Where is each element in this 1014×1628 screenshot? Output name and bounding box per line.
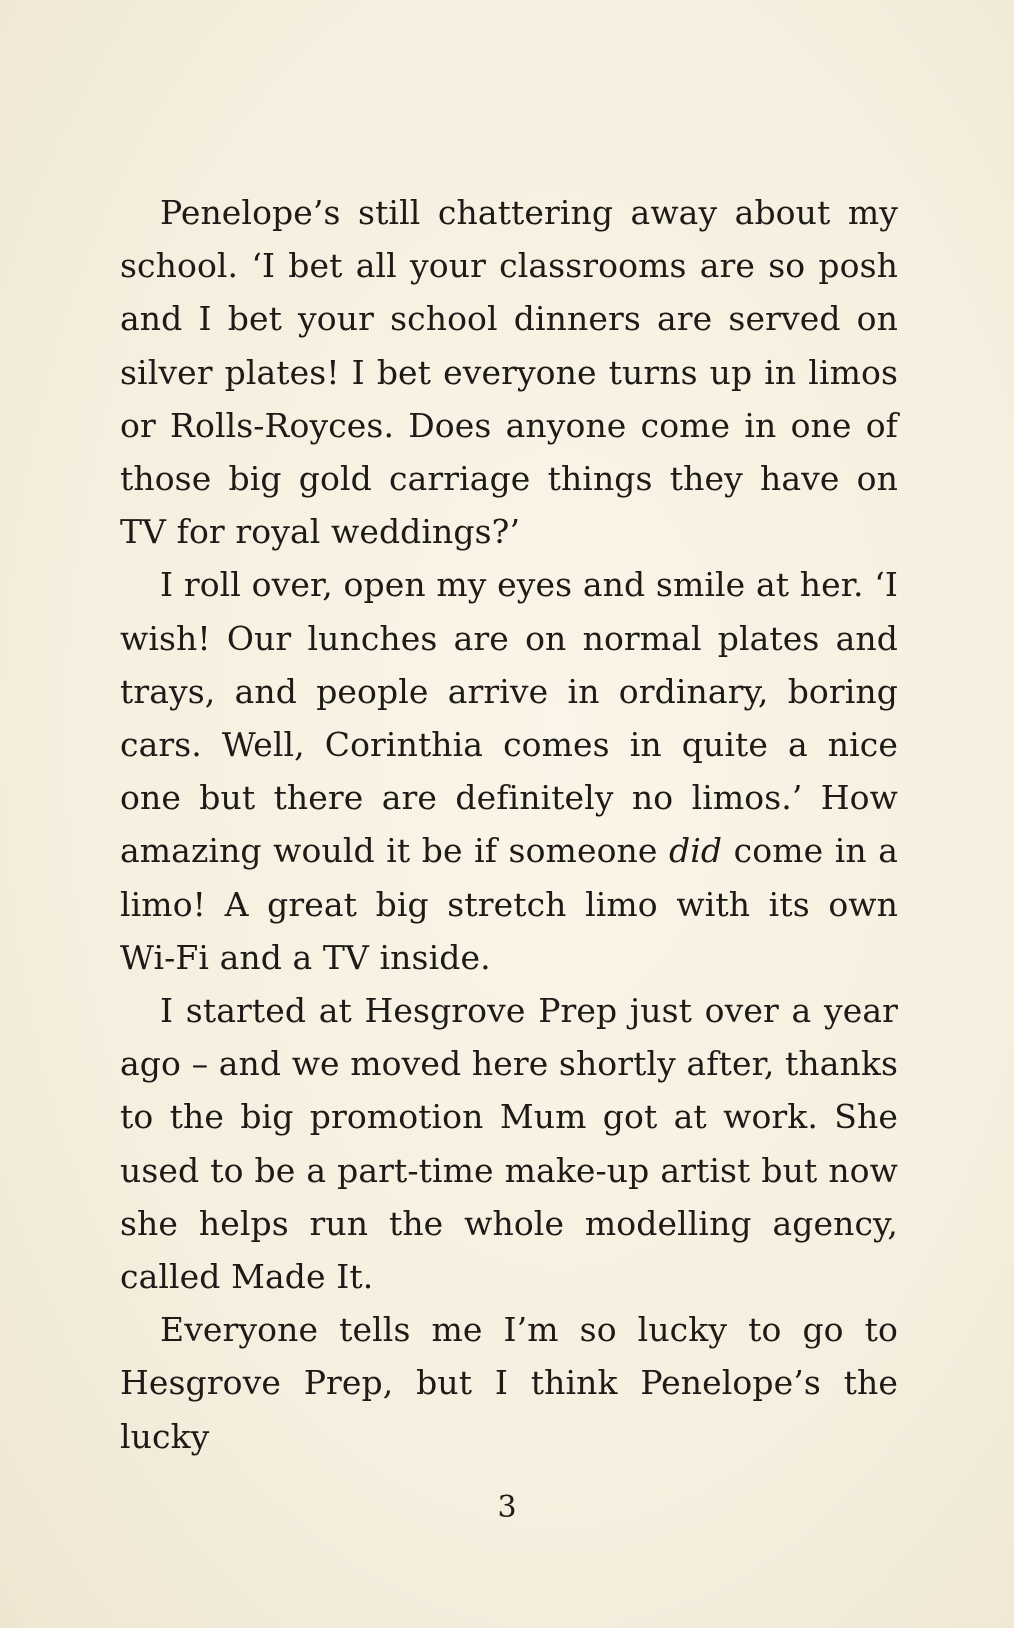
paragraph-2-text-before: I roll over, open my eyes and smile at her. ‘I wish! Our lunches are on normal plates and trays, and people arrive in ordinary, boring cars. Well, Corinthia comes in quite a nice one but there are definitely no limos.’ How amazing would it be if someone bbox=[120, 565, 898, 871]
paragraph-4-text: Everyone tells me I’m so lucky to go to Hesgrove Prep, but I think Penelope’s the lucky bbox=[120, 1310, 898, 1456]
paragraph-4 bbox=[120, 1303, 898, 1463]
body-text bbox=[120, 186, 898, 1463]
paragraph-1-text: Penelope’s still chattering away about my school. ‘I bet all your classrooms are so posh and I bet your school dinners are served on silver plates! I bet everyone turns up in limos or Rolls-Royces. Does anyone come in one of those big gold carriage things they have on TV for royal weddings?’ bbox=[120, 193, 898, 552]
paragraph-1 bbox=[120, 186, 898, 558]
paragraph-3-text: I started at Hesgrove Prep just over a year ago – and we moved here shortly after, thanks to the big promotion Mum got at work. She used to be a part-time make-up artist but now she helps run the whole modelling agency, called Made It. bbox=[120, 991, 898, 1297]
page-number: 3 bbox=[497, 1490, 517, 1525]
paragraph-2-text-after: come in a limo! A great big stretch limo with its own Wi-Fi and a TV inside. bbox=[120, 831, 898, 977]
paragraph-2-emphasis: did bbox=[669, 831, 723, 871]
paragraph-2 bbox=[120, 558, 898, 984]
paragraph-3 bbox=[120, 984, 898, 1303]
